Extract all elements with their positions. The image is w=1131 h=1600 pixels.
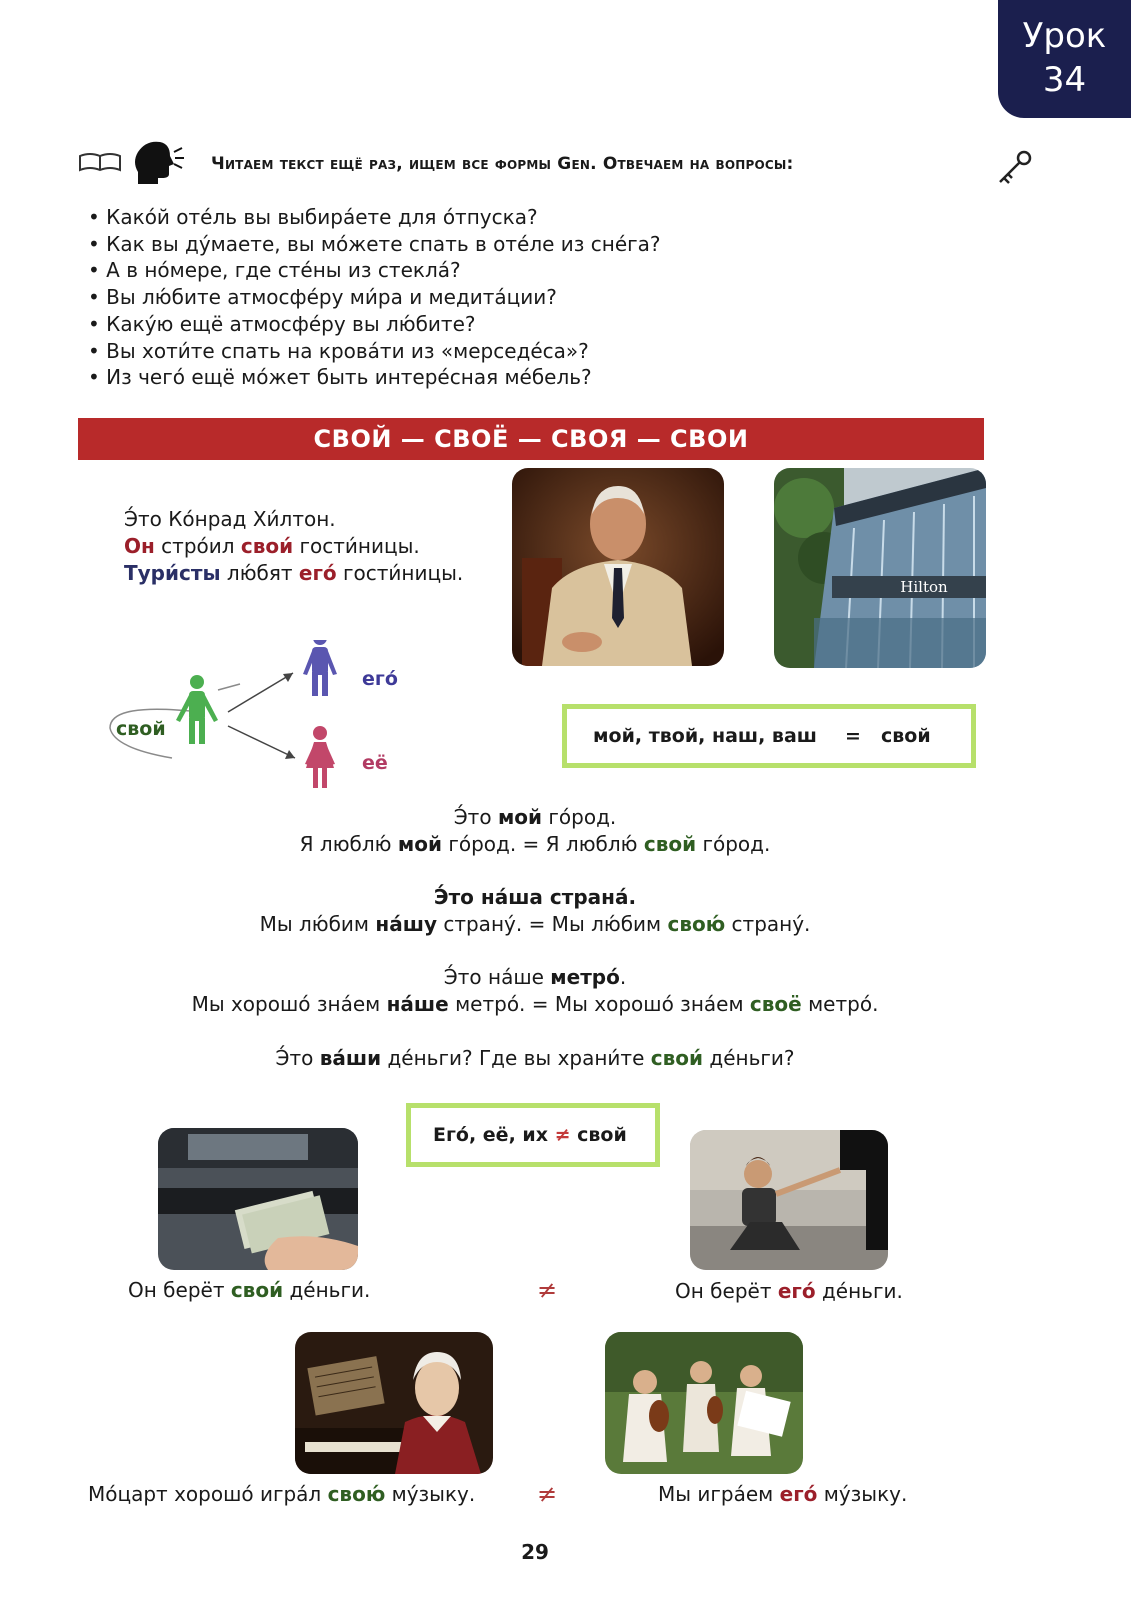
bold-word: мой (497, 805, 543, 829)
subject-he: Он (124, 534, 155, 558)
highlight-word: его́ (779, 1482, 818, 1506)
text: де́ньги? Где вы храни́те (381, 1046, 651, 1070)
example-2a: Э́то на́ша страна́. (433, 885, 637, 909)
mozart-photo (295, 1332, 493, 1474)
highlight-word: своё (749, 992, 802, 1016)
text: го́род. = Я люблю́ (441, 832, 644, 856)
text: де́ньги. (815, 1279, 903, 1303)
dash-line (218, 684, 240, 690)
diagram-label-svoy: свой (116, 718, 166, 740)
text: лю́бят (220, 561, 299, 585)
text: Мы хорошо́ зна́ем (191, 992, 387, 1016)
rule-box (562, 704, 976, 768)
portrait-photo (512, 468, 724, 666)
text: метро́. (801, 992, 879, 1016)
text: Э́то (275, 1046, 320, 1070)
highlight-word: свой (643, 832, 697, 856)
text: Мы лю́бим (259, 912, 376, 936)
lesson-word: Урок (1022, 16, 1107, 56)
quartet-photo (605, 1332, 803, 1474)
section-banner: СВОЙ — СВОЁ — СВОЯ — СВОИ (78, 418, 984, 460)
question-item: • Вы хоти́те спать на крова́ти из «мерседе́са»? (88, 338, 661, 365)
text: го́род. (542, 805, 617, 829)
highlight-ego: его́ (298, 561, 337, 585)
key-icon (996, 148, 1036, 186)
text: го́род. (696, 832, 771, 856)
text: Э́то (453, 805, 498, 829)
highlight-word: свои́ (650, 1046, 704, 1070)
question-item: • Вы лю́бите атмосфе́ру ми́ра и медита́ции? (88, 284, 661, 311)
highlight-word: свою́ (327, 1482, 386, 1506)
example-3b (0, 991, 1070, 1018)
street-musician-photo (690, 1130, 888, 1270)
not-equal-sign: ≠ (554, 1124, 571, 1146)
contrast-box (406, 1103, 660, 1167)
text: де́ньги? (703, 1046, 795, 1070)
text: Мы игра́ем (658, 1482, 780, 1506)
instruction-text: Читаем текст ещё раз, ищем все формы Gen. Отвечаем на вопросы: (211, 154, 794, 174)
atm-photo (158, 1128, 358, 1270)
text: Мо́царт хорошо́ игра́л (88, 1482, 328, 1506)
book-icon (78, 150, 122, 174)
lesson-number: 34 (1042, 60, 1087, 100)
caption-1 (128, 1278, 370, 1302)
question-item: • Как вы ду́маете, вы мо́жете спать в оте́ле из сне́га? (88, 231, 661, 258)
example-3a (0, 964, 1070, 991)
bold-word: мой (397, 832, 442, 856)
text: . (619, 965, 627, 989)
diagram-label-eyo: её (362, 752, 388, 774)
text: стро́ил (154, 534, 241, 558)
male-person-icon (303, 640, 337, 696)
question-item: • А в но́мере, где сте́ны из стекла́? (88, 257, 661, 284)
question-item: • Како́й оте́ль вы выбира́ете для о́тпуска? (88, 204, 661, 231)
text: метро́. = Мы хорошо́ зна́ем (448, 992, 750, 1016)
text: Он берёт (128, 1278, 231, 1302)
caption-4 (658, 1482, 907, 1506)
text: гости́ницы. (293, 534, 420, 558)
question-item: • Каку́ю ещё атмосфе́ру вы лю́бите? (88, 311, 661, 338)
subject-tourists: Тури́сты (124, 561, 221, 585)
speaking-head-icon (132, 138, 186, 188)
female-person-icon (305, 726, 335, 788)
text: Он берёт (675, 1279, 778, 1303)
text: гости́ницы. (336, 561, 464, 585)
intro-line-3 (124, 560, 463, 587)
intro-line-2 (124, 533, 463, 560)
text: страну́. (725, 912, 811, 936)
text: му́зыку. (817, 1482, 908, 1506)
lesson-tab (998, 0, 1131, 118)
question-list (88, 204, 661, 391)
rule-right: свой (881, 725, 931, 747)
bold-word: метро́ (550, 965, 620, 989)
hotel-photo (774, 468, 986, 668)
example-2b (0, 911, 1070, 938)
text: страну́. = Мы лю́бим (436, 912, 668, 936)
highlight-svoi: свои́ (240, 534, 294, 558)
not-equal-sign: ≠ (537, 1276, 558, 1304)
page-number: 29 (521, 1540, 549, 1564)
hilton-sign: Hilton (900, 578, 948, 596)
text: Э́то на́ше (443, 965, 551, 989)
rule-equals: = (845, 725, 861, 747)
not-equal-sign: ≠ (537, 1480, 558, 1508)
text: свой (570, 1124, 627, 1146)
intro-text (124, 506, 463, 587)
rule-left: мой, твой, наш, ваш (593, 725, 817, 747)
diagram-label-ego: его́ (362, 668, 398, 690)
intro-line-1: Э́то Ко́нрад Хи́лтон. (124, 507, 336, 531)
highlight-word: свою́ (667, 912, 726, 936)
example-1a (0, 804, 1070, 831)
center-person-icon (176, 675, 218, 744)
question-item: • Из чего́ ещё мо́жет быть интере́сная ме́бель? (88, 364, 661, 391)
caption-2 (675, 1279, 903, 1303)
example-4 (0, 1045, 1070, 1072)
text: Его́, её, их (433, 1124, 555, 1146)
text: де́ньги. (283, 1278, 371, 1302)
bold-word: на́шу (375, 912, 437, 936)
example-1b (0, 831, 1070, 858)
highlight-word: свои́ (230, 1278, 284, 1302)
bold-word: ва́ши (319, 1046, 382, 1070)
caption-3 (88, 1482, 475, 1506)
text: Я люблю́ (299, 832, 398, 856)
bold-word: на́ше (386, 992, 449, 1016)
highlight-word: его́ (777, 1279, 816, 1303)
text: му́зыку. (385, 1482, 476, 1506)
